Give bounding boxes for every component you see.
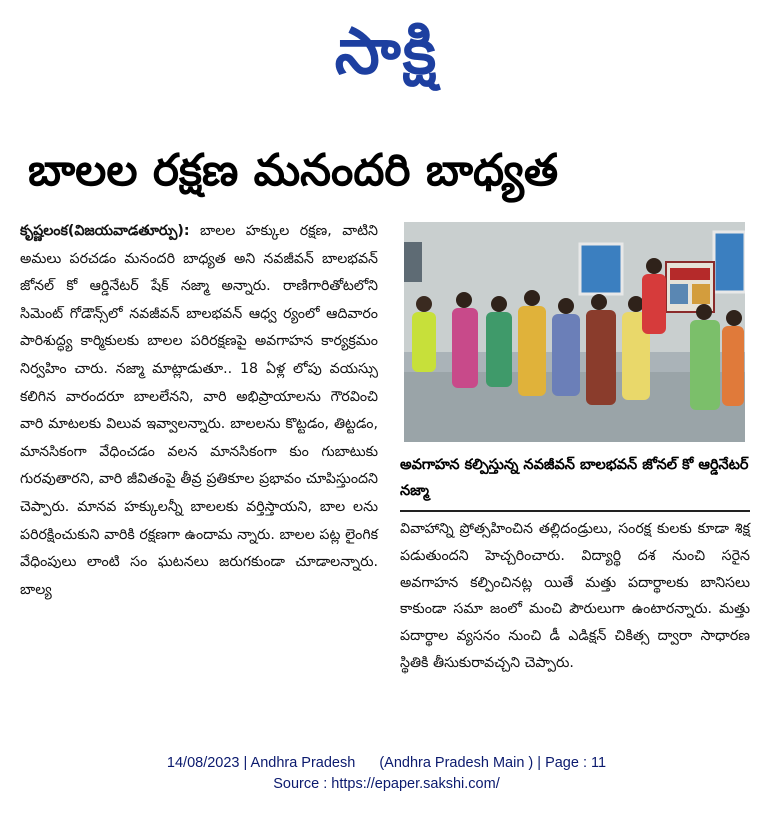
footer-edition-page: (Andhra Pradesh Main ) | Page : 11 — [379, 755, 607, 771]
article-body-right: వివాహాన్ని ప్రోత్సహించిన తల్లిదండ్రులు, సంరక్ష కులకు కూడా శిక్ష పడుతుందని హెచ్చరించారు. విద్యార్థి దశ నుంచి సరైన అవగాహన కల్పించినట్ల యితే మత్తు పదార్థాలకు బానిసలు కాకుండా సమా జంలో మంచి పౌరులుగా ఉంటారన్నారు. మత్తు పదార్థాల వ్యసనం నుంచి డీ ఎడిక్షన్ చికిత్స ద్వారా సాధారణ స్థితికి తీసుకురావచ్చని చెప్పారు. — [400, 521, 750, 671]
article-photo — [404, 222, 745, 442]
article-column-right — [400, 516, 750, 677]
page-footer — [0, 753, 773, 795]
footer-source: Source : https://epaper.sakshi.com/ — [273, 776, 500, 792]
masthead-logo-text: సాక్షి — [334, 14, 439, 89]
article-body-left: బాలల హక్కుల రక్షణ, వాటిని అమలు పరచడం మనందరి బాధ్యత అని నవజీవన్ బాలభవన్ జోనల్ కో ఆర్డినేటర్ షేక్ నజ్మా అన్నారు. రాణిగారితోటలోని సిమెంట్ గోడౌన్స్‌లో నవజీవన్ బాలభవన్ ఆధ్వ ర్యంలో ఆదివారం పారిశుద్ధ్య కార్మికులకు బాలల పరిరక్షణపై అవగాహన కార్యక్రమం నిర్వహిం చారు. నజ్మా మాట్లాడుతూ.. 18 ఏళ్ల లోపు వయస్సు కలిగిన వారందరూ బాలలేనని, వారి అభిప్రాయాలను గౌరవించి వారి మాటలకు విలువ ఇవ్వాలన్నారు. బాలలను కొట్టడం, తిట్టడం, మానసికంగా వేధించడం వలన మానసికంగా కుం గుబాటుకు గురవుతారని, వారి జీవితంపై తీవ్ర ప్రతికూల ప్రభావం చూపిస్తుందని చెప్పారు. మానవ హక్కులన్నీ బాలలకు వర్తిస్తాయని, బాల లను పరిరక్షించుకుని వారికి రక్షణగా ఉందామ న్నారు. బాలల పట్ల లైంగిక వేధింపులు లాంటి సం ఘటనలు జరుగకుండా చూడాలన్నారు. బాల్య — [20, 223, 378, 598]
article-column-left — [20, 218, 378, 604]
article-dateline: కృష్ణలంక(విజయవాడతూర్పు): — [20, 223, 190, 239]
photo-caption: అవగాహన కల్పిస్తున్న నవజీవన్ బాలభవన్ జోనల్ కో ఆర్డినేటర్ నజ్మా — [400, 457, 749, 499]
newspaper-masthead — [0, 14, 773, 104]
photo-illustration — [404, 222, 745, 442]
footer-date-state: 14/08/2023 | Andhra Pradesh — [166, 755, 356, 771]
caption-divider — [400, 510, 750, 512]
article-headline: బాలల రక్షణ మనందరి బాధ్యత — [28, 145, 559, 196]
